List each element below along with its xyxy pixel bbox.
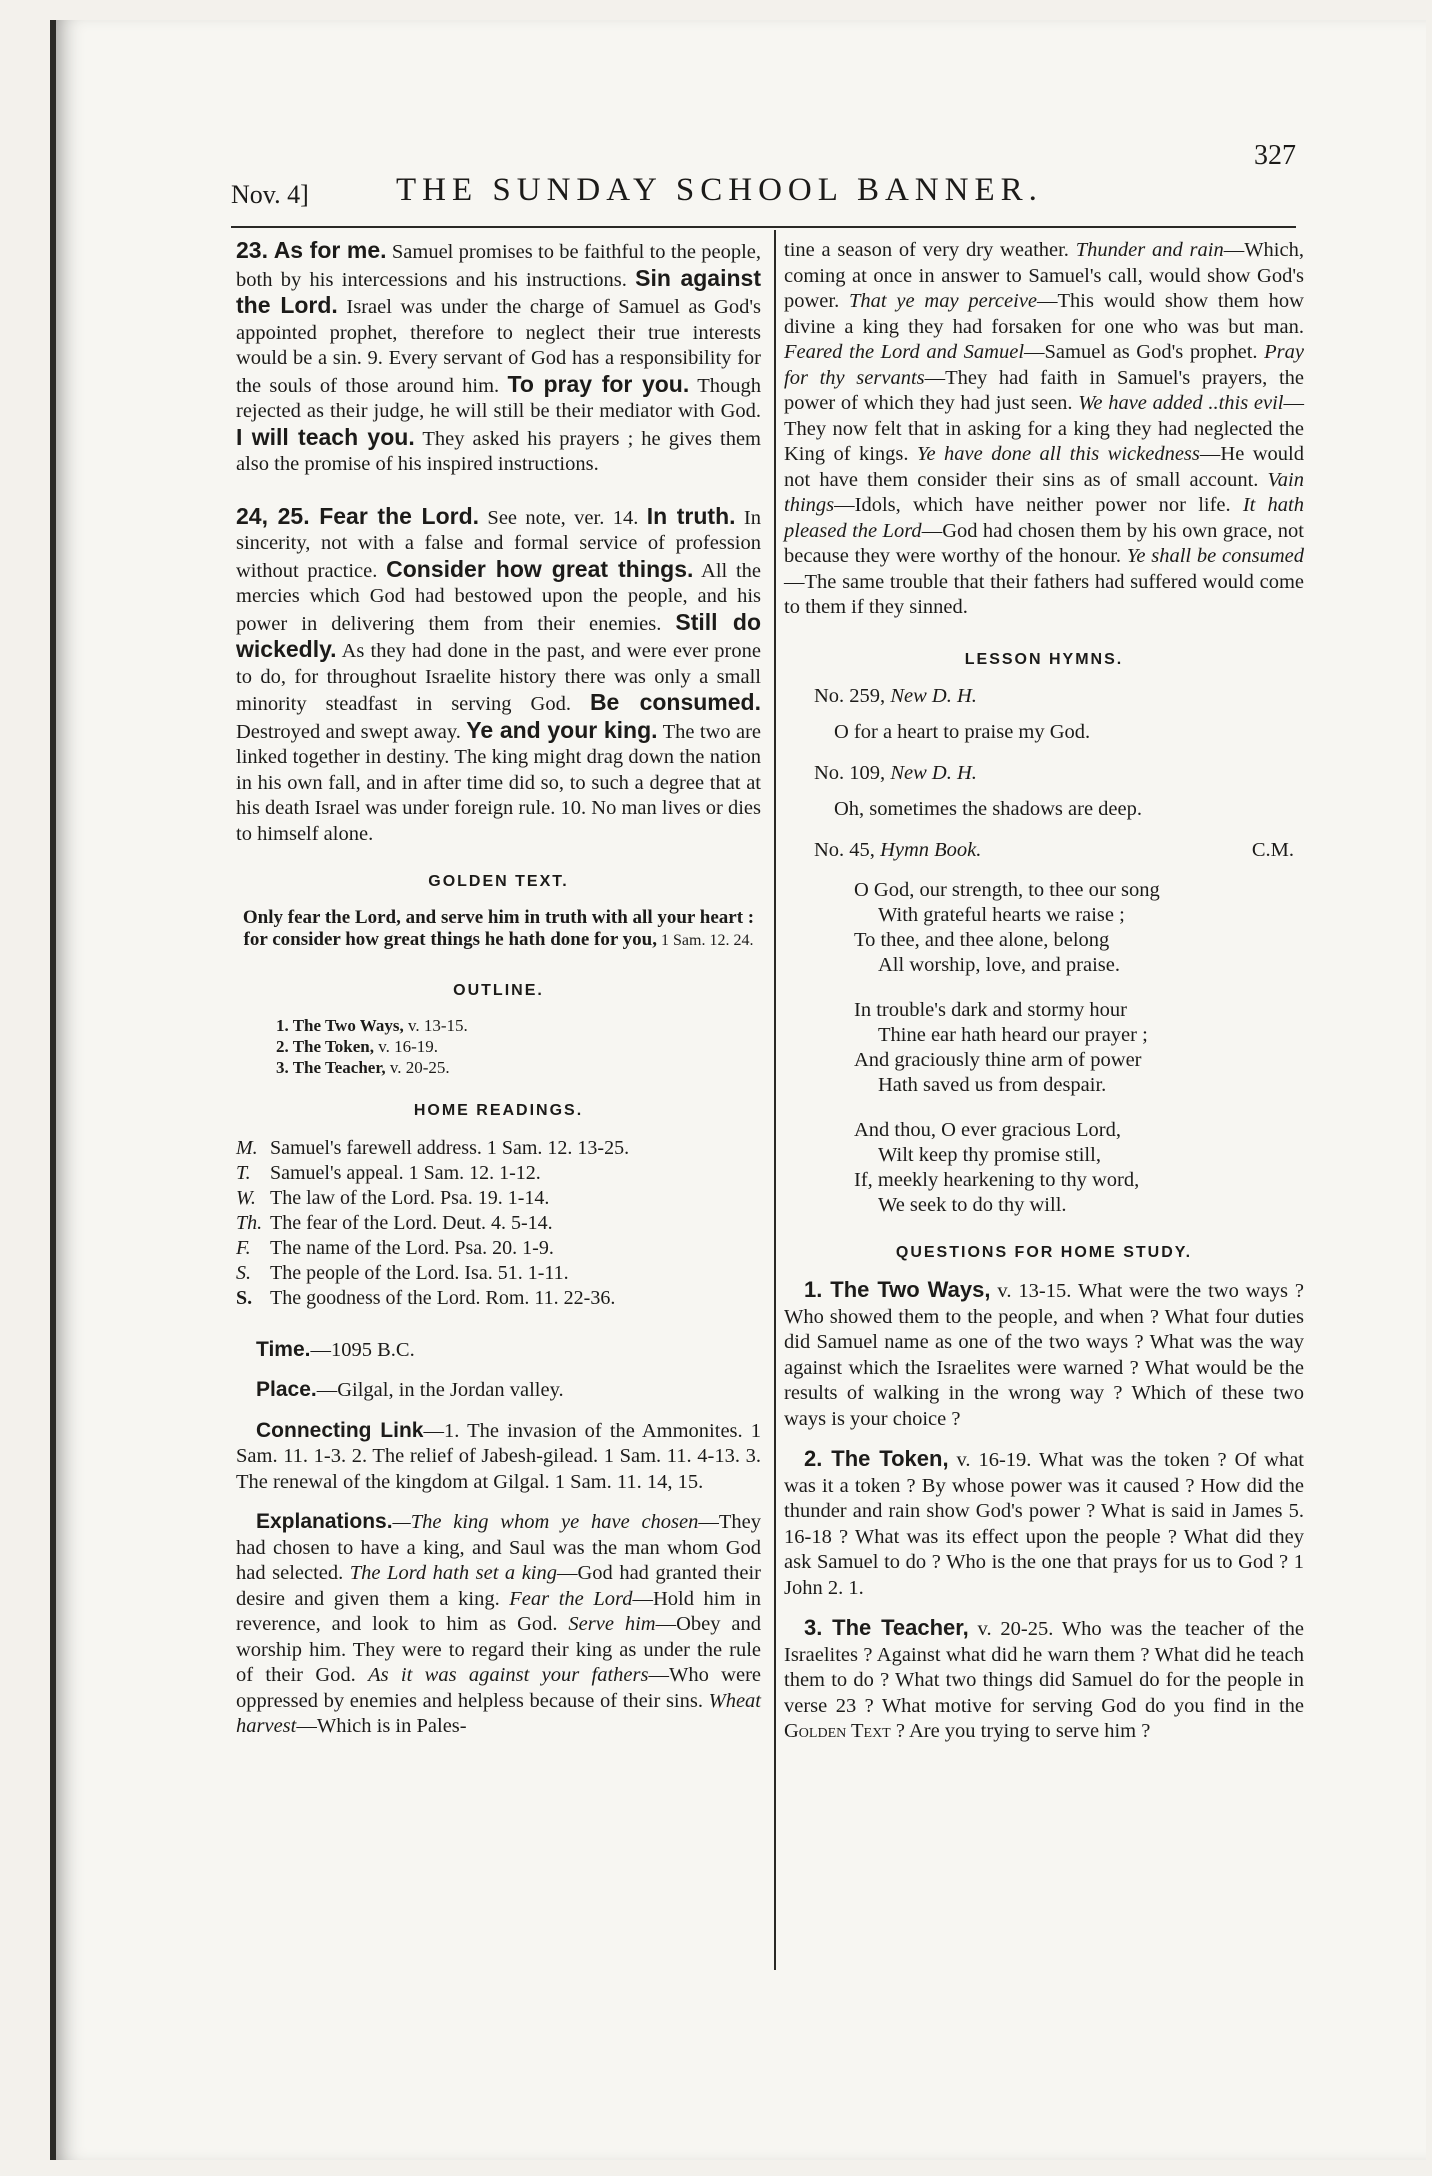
golden-text [236,907,761,952]
list-item: 1. The Two Ways, v. 13-15. [276,1016,468,1035]
hymn-number: No. 45, Hymn Book. C.M. [814,838,1304,864]
list-item: S. The people of the Lord. Isa. 51. 1-11. [236,1261,569,1284]
magazine-title: THE SUNDAY SCHOOL BANNER. [396,172,1043,208]
question-block: 1. The Two Ways, v. 13-15. What were the two ways ? Who showed them to the people, and when ? What four duties did Samuel name as one of the two ways ? What was the way against which the Israelites were warned ? What would be the results of walking in the wrong way ? Which of these two ways is your choice ? [784,1277,1305,1430]
page-header [176,140,1296,220]
keyword: In truth. [646,502,736,529]
keyword: Be consumed. [589,689,761,715]
outline-list [236,1015,761,1078]
keyword: To pray for you. [507,370,690,397]
question-block: 2. The Token, v. 16-19. What was the token ? Of what was it a token ? By whose power was it caused ? How did the thunder and rain show God's power ? What is said in James 5. 16-18 ? What was its effect upon the people ? What did they ask Samuel to do ? Who is the one that prays for us to God ? 1 John 2. 1. [784,1446,1304,1599]
list-item: S. The goodness of the Lord. Rom. 11. 22-36. [236,1286,616,1309]
list-item: Th. The fear of the Lord. Deut. 4. 5-14. [236,1211,553,1234]
note-text: Samuel promises to be faithful to the people, both by his intercessions and his instructions. [236,241,762,291]
hymn-stanza: O God, our strength, to thee our song With grateful hearts we raise ; To thee, and thee alone, belong All worship, love, and praise. [854,878,1160,976]
hymn-number: No. 259, New D. H. [814,685,977,707]
lesson-hymns-heading: LESSON HYMNS. [964,650,1124,668]
golden-text-body: Only fear the Lord, and serve him in truth with all your heart : for consider how great things he hath done for you, [242,906,755,950]
list-item: T. Samuel's appeal. 1 Sam. 12. 1-12. [236,1161,541,1184]
list-item: F. The name of the Lord. Psa. 20. 1-9. [236,1236,554,1259]
column-divider [774,230,776,1970]
list-item: 2. The Token, v. 16-19. [276,1037,439,1056]
left-column [236,238,761,1754]
note-verse-24-25 [236,504,761,848]
hymn-first-line: O for a heart to praise my God. [834,720,1091,743]
explanations-continued: tine a season of very dry weather. Thunder and rain—Which, coming at once in answer to Samuel's call, would show God's power. That ye may perceive—This would show them how divine a king they had forsaken for one who was but man. Feared the Lord and Samuel—Samuel as God's prophet. Pray for thy servants—They had faith in Samuel's prayers, the power of which they had just seen. We have added ..this evil—They now felt that in asking for a king they had neglected the King of kings. Ye have done all this wickedness—He would not have them consider their sins as of small account. Vain things—Idols, which have neither power nor life. It hath pleased the Lord—God had chosen them by his own grace, not because they were worthy of the honour. Ye shall be consumed—The same trouble that their fathers had suffered would come to them if they sinned. [784,239,1305,618]
note-text: The two are linked together in destiny. The king might drag down the nation in his own fall, and in after time did so, to such a degree that at his death Israel was under foreign rule. 10. No man lives or dies to himself alone. [236,720,761,845]
list-item: M. Samuel's farewell address. 1 Sam. 12. 13-25. [236,1136,630,1159]
hymn-stanza: In trouble's dark and stormy hour Thine ear hath heard our prayer ; And graciously thine arm of power Hath saved us from despair. [854,998,1148,1096]
keyword: I will teach you. [236,423,415,450]
question-block: 3. The Teacher, v. 20-25. Who was the teacher of the Israelites ? Against what did he warn them ? What did he teach them to do ? What two things did Samuel do for the people in verse 23 ? What motive for serving God do you find in the Golden Text ? Are you trying to serve him ? [784,1615,1304,1742]
outline-heading: OUTLINE. [453,981,544,999]
keyword: Still do wickedly. [236,608,761,662]
hymn-first-line: Oh, sometimes the shadows are deep. [834,797,1142,820]
note-text: See note, ver. 14. [479,506,647,529]
hymn-number: No. 109, New D. H. [814,762,977,784]
note-text: Destroyed and swept away. [236,720,467,743]
note-text: Though rejected as their judge, he will still be their mediator with God. [236,374,761,422]
right-column [784,238,1304,1759]
golden-text-ref: 1 Sam. 12. 24. [657,931,754,949]
hymn-stanza: And thou, O ever gracious Lord, Wilt keep thy promise still, If, meekly hearkening to thy word, We seek to do thy will. [854,1118,1140,1216]
keyword: Ye and your king. [466,716,658,743]
keyword: 24, 25. Fear the Lord. [236,502,480,529]
questions-heading: QUESTIONS FOR HOME STUDY. [895,1243,1193,1261]
note-text: All the mercies which God had bestowed upon the people, and his power in delivering them from their enemies. [236,559,761,635]
keyword: Sin against the Lord. [236,264,761,318]
note-text: They asked his prayers ; he gives them also the promise of his inspired instructions. [236,427,761,475]
list-item: W. The law of the Lord. Psa. 19. 1-14. [236,1186,550,1209]
time-line: Time.—1095 B.C. [256,1337,415,1361]
note-text: As they had done in the past, and were ever prone to do, for throughout Israelite history there was only a small minority steadfast in serving God. [236,640,761,715]
note-verse-23 [236,238,761,478]
list-item: 3. The Teacher, v. 20-25. [276,1058,450,1077]
keyword: 23. As for me. [236,237,387,263]
home-readings-heading: HOME READINGS. [413,1102,584,1119]
page-number: 327 [1254,140,1296,171]
header-rule [231,226,1296,228]
hymn-meter: C.M. [1251,839,1294,861]
explanations: Explanations.—The king whom ye have chosen—They had chosen to have a king, and Saul was the man whom God had selected. The Lord hath set a king—God had granted their desire and given them a king. Fear the Lord—Hold him in reverence, and look to him as God. Serve him—Obey and worship him. They were to regard their king as under the rule of their God. As it was against your fathers—Who were oppressed by enemies and helpless because of their sins. Wheat harvest—Which is in Pales- [236,1510,762,1737]
home-readings-list [236,1136,761,1311]
issue-date: Nov. 4] [231,180,309,209]
connecting-link: Connecting Link—1. The invasion of the Ammonites. 1 Sam. 11. 1-3. 2. The relief of Jabesh-gilead. 1 Sam. 11. 4-13. 3. The renewal of the kingdom at Gilgal. 1 Sam. 11. 14, 15. [236,1418,761,1493]
golden-text-heading: GOLDEN TEXT. [428,873,569,890]
note-text: Israel was under the charge of Samuel as God's appointed prophet, therefore to neglect their true interests would be a sin. 9. Every servant of God has a responsibility for the souls of those around him. [236,296,761,397]
note-text: In sincerity, not with a false and formal service of profession without practice. [236,506,761,582]
place-line: Place.—Gilgal, in the Jordan valley. [256,1378,564,1401]
book-page [50,20,1426,2160]
keyword: Consider how great things. [386,555,694,582]
